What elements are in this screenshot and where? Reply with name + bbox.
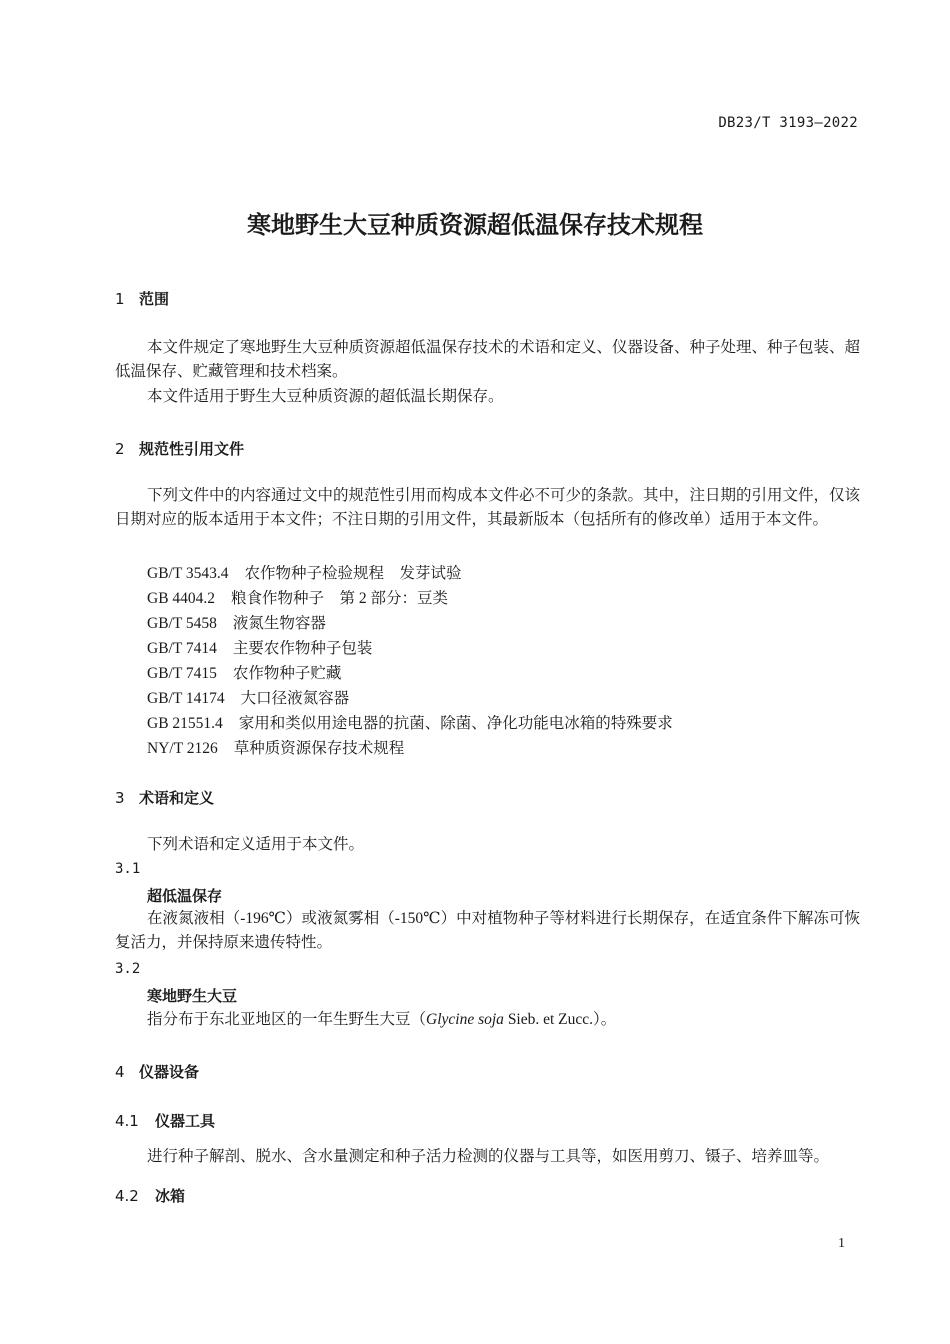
reference-code: GB 4404.2 — [147, 590, 216, 607]
reference-item — [147, 736, 404, 758]
reference-item — [147, 686, 349, 708]
subsection-title: 冰箱 — [155, 1187, 186, 1205]
reference-code: GB/T 7414 — [147, 640, 217, 657]
subsection-4-1-heading — [115, 1110, 215, 1131]
reference-name: 农作物种子贮藏 — [232, 665, 342, 682]
section-number: 3 — [115, 789, 125, 807]
standard-code: DB23/T 3193—2022 — [718, 115, 858, 131]
section-2-heading — [115, 438, 244, 459]
section-4-heading — [115, 1061, 199, 1082]
species-name: Glycine soja — [426, 1011, 504, 1028]
reference-name: 家用和类似用途电器的抗菌、除菌、净化功能电冰箱的特殊要求 — [238, 715, 673, 732]
reference-item — [147, 636, 372, 658]
section-number: 2 — [115, 440, 125, 458]
term-definition — [115, 1008, 860, 1032]
subsection-title: 仪器工具 — [155, 1112, 216, 1130]
scope-paragraph-2: 本文件适用于野生大豆种质资源的超低温长期保存。 — [147, 388, 504, 405]
reference-code: GB 21551.4 — [147, 715, 223, 732]
reference-name: 草种质资源保存技术规程 — [233, 740, 405, 757]
reference-item — [147, 611, 326, 633]
section-title: 范围 — [139, 290, 170, 308]
reference-item — [147, 586, 448, 608]
definition-text: Sieb. et Zucc.）。 — [503, 1011, 617, 1028]
reference-item — [147, 561, 462, 583]
section-3-heading — [115, 787, 214, 808]
subsection-4-2-heading — [115, 1185, 185, 1206]
term-definition: 在液氮液相（-196℃）或液氮雾相（-150℃）中对植物种子等材料进行长期保存，在适宜条件下解冻可恢复活力，并保持原来遗传特性。 — [115, 910, 860, 951]
terms-intro: 下列术语和定义适用于本文件。 — [147, 836, 365, 853]
document-title: 寒地野生大豆种质资源超低温保存技术规程 — [247, 211, 703, 239]
section-number: 1 — [115, 290, 125, 308]
section-number: 4 — [115, 1063, 125, 1081]
reference-code: GB/T 7415 — [147, 665, 217, 682]
instruments-paragraph: 进行种子解剖、脱水、含水量测定和种子活力检测的仪器与工具等，如医用剪刀、镊子、培养皿等。 — [147, 1148, 830, 1165]
scope-paragraph-1: 本文件规定了寒地野生大豆种质资源超低温保存技术的术语和定义、仪器设备、种子处理、种子包装、超低温保存、贮藏管理和技术档案。 — [115, 339, 861, 380]
reference-code: GB/T 3543.4 — [147, 565, 229, 582]
reference-name: 主要农作物种子包装 — [232, 640, 373, 657]
reference-name: 液氮生物容器 — [232, 615, 326, 632]
reference-code: NY/T 2126 — [147, 740, 218, 757]
reference-item — [147, 711, 673, 733]
term-title: 超低温保存 — [147, 887, 223, 905]
term-number: 3.1 — [115, 861, 141, 877]
reference-name: 农作物种子检验规程 发芽试验 — [244, 565, 462, 582]
reference-name: 大口径液氮容器 — [240, 690, 350, 707]
reference-item — [147, 661, 341, 683]
references-intro: 下列文件中的内容通过文中的规范性引用而构成本文件必不可少的条款。其中，注日期的引用文件，仅该日期对应的版本适用于本文件；不注日期的引用文件，其最新版本（包括所有的修改单）适用于本文件。 — [115, 487, 861, 528]
section-title: 仪器设备 — [139, 1063, 200, 1081]
section-title: 规范性引用文件 — [139, 440, 245, 458]
subsection-number: 4.2 — [115, 1187, 139, 1205]
page-number: 1 — [838, 1236, 845, 1251]
reference-code: GB/T 14174 — [147, 690, 225, 707]
term-number: 3.2 — [115, 961, 141, 977]
subsection-number: 4.1 — [115, 1112, 139, 1130]
definition-text: 指分布于东北亚地区的一年生野生大豆（ — [147, 1011, 427, 1028]
reference-code: GB/T 5458 — [147, 615, 217, 632]
section-1-heading — [115, 288, 169, 309]
reference-name: 粮食作物种子 第 2 部分：豆类 — [231, 590, 449, 607]
section-title: 术语和定义 — [139, 789, 215, 807]
term-title: 寒地野生大豆 — [147, 987, 238, 1005]
